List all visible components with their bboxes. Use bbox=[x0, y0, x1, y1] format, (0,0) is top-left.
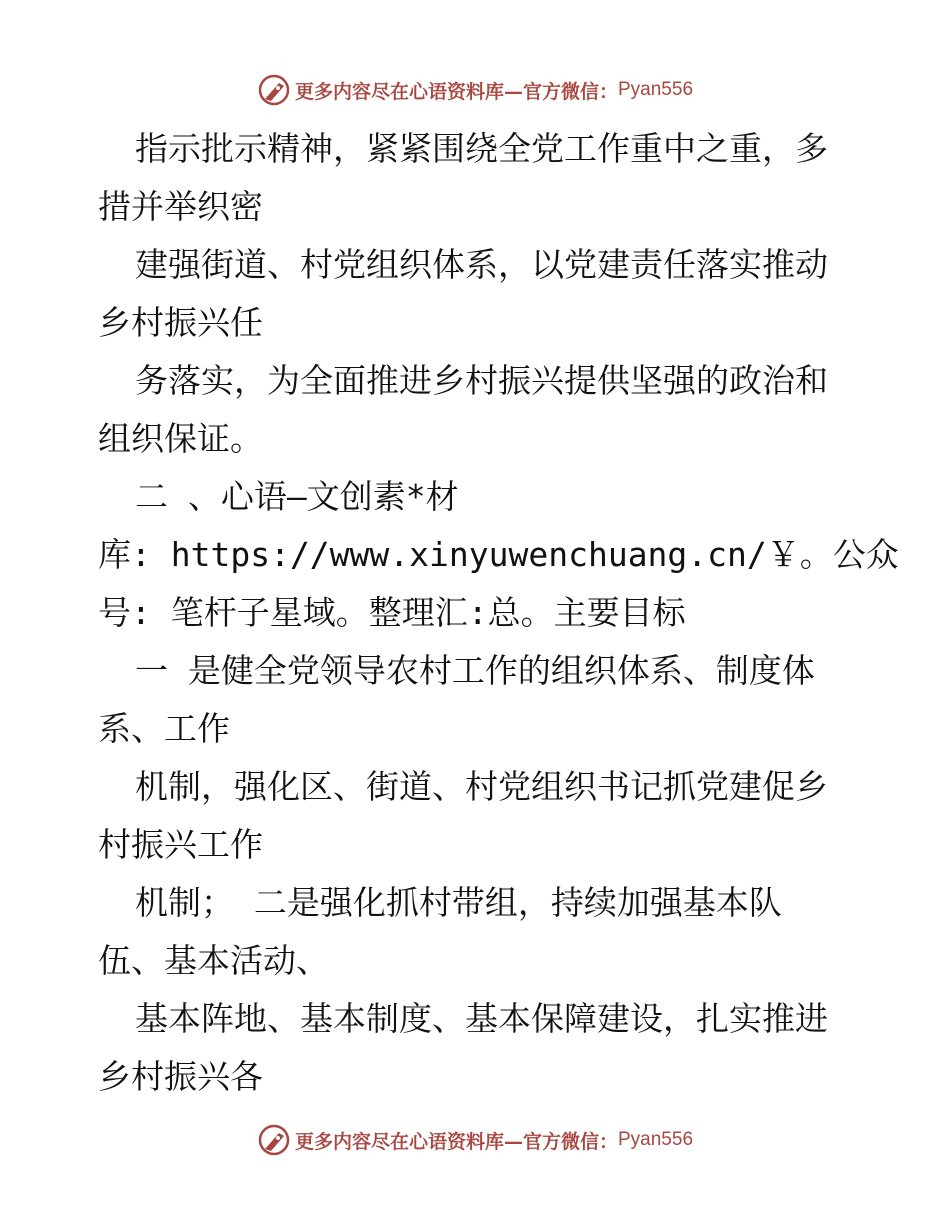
text-line: 二 、心语—文创素*材 bbox=[135, 477, 459, 516]
text-line: 机制； 二是强化抓村带组，持续加强基本队 bbox=[135, 883, 782, 922]
document-body bbox=[98, 120, 899, 1106]
pen-nib-logo-icon bbox=[257, 1123, 291, 1157]
text-line: 指示批示精神，紧紧围绕全党工作重中之重，多 bbox=[135, 129, 828, 168]
text-line: 系、工作 bbox=[98, 709, 230, 748]
text-line: 库: https://www.xinyuwenchuang.cn/￥。公众 bbox=[98, 535, 899, 574]
text-line: 措并举织密 bbox=[98, 187, 263, 226]
text-line: 建强街道、村党组织体系，以党建责任落实推动 bbox=[135, 245, 828, 284]
watermark-wechat-id: Pyan556 bbox=[618, 79, 694, 100]
text-line: 组织保证。 bbox=[98, 419, 263, 458]
watermark-text: 更多内容尽在心语资料库—官方微信： bbox=[294, 80, 618, 103]
footer-watermark bbox=[0, 1120, 950, 1160]
text-line: 一 是健全党领导农村工作的组织体系、制度体 bbox=[135, 651, 815, 690]
pen-nib-logo-icon bbox=[257, 73, 291, 107]
text-line: 乡村振兴各 bbox=[98, 1057, 263, 1096]
watermark-wechat-id: Pyan556 bbox=[618, 1129, 694, 1150]
text-line: 伍、基本活动、 bbox=[98, 941, 329, 980]
text-line: 基本阵地、基本制度、基本保障建设，扎实推进 bbox=[135, 999, 828, 1038]
text-line: 务落实，为全面推进乡村振兴提供坚强的政治和 bbox=[135, 361, 828, 400]
text-line: 村振兴工作 bbox=[98, 825, 263, 864]
text-line: 乡村振兴任 bbox=[98, 303, 263, 342]
watermark-text: 更多内容尽在心语资料库—官方微信： bbox=[294, 1130, 618, 1153]
text-line: 号: 笔杆子星域。整理汇:总。主要目标 bbox=[98, 593, 686, 632]
text-line: 机制，强化区、街道、村党组织书记抓党建促乡 bbox=[135, 767, 828, 806]
header-watermark bbox=[0, 70, 950, 110]
